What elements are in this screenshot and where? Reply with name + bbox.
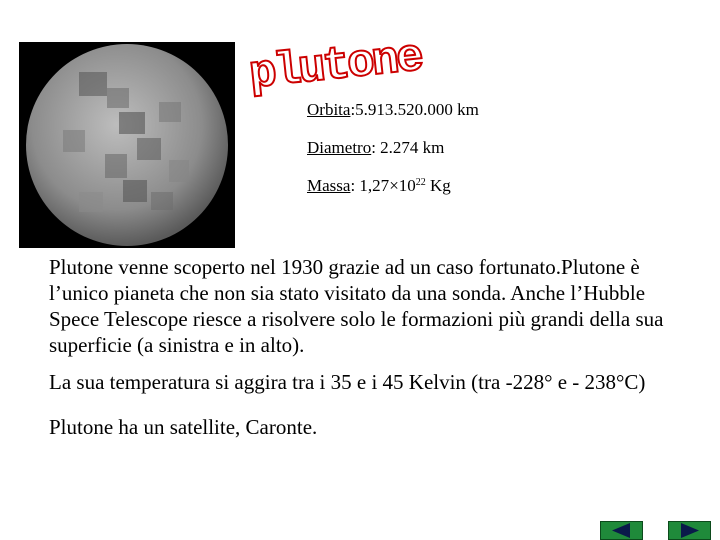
pluto-planet-image	[19, 42, 235, 248]
fact-orbit-value: :5.913.520.000 km	[350, 100, 479, 119]
fact-mass	[307, 176, 451, 196]
fact-diameter	[307, 138, 444, 158]
page-title	[242, 18, 424, 102]
paragraph-satellite: Plutone ha un satellite, Caronte.	[49, 415, 318, 439]
fact-diameter-label: Diametro	[307, 138, 372, 157]
triangle-right-icon	[669, 522, 710, 539]
fact-mass-value: : 1,27	[350, 176, 390, 195]
body-text	[49, 254, 689, 440]
svg-text:plutone: plutone	[246, 31, 424, 102]
fact-mass-exponent: 22	[415, 177, 426, 188]
paragraph-discovery: Plutone venne scoperto nel 1930 grazie ad un caso fortunato.Plutone è l’unico pianeta che non sia stato visitato da una sonda. Anche l’Hubble Spece Telescope riesce a risolvere solo le formazioni più grandi della sua superficie (a sinistra e in alto).	[49, 255, 664, 357]
triangle-left-icon	[601, 522, 642, 539]
next-slide-button[interactable]	[668, 521, 711, 540]
fact-diameter-value: : 2.274 km	[371, 138, 445, 157]
fact-orbit	[307, 100, 479, 120]
fact-mass-unit: Kg	[425, 176, 451, 195]
paragraph-temperature: La sua temperatura si aggira tra i 35 e i 45 Kelvin (tra -228° e - 238°C)	[49, 370, 646, 394]
fact-mass-base: 10	[398, 176, 416, 195]
fact-mass-label: Massa	[307, 176, 351, 195]
previous-slide-button[interactable]	[600, 521, 643, 540]
fact-orbit-label: Orbita	[307, 100, 351, 119]
fact-mass-times: ×	[389, 176, 399, 195]
